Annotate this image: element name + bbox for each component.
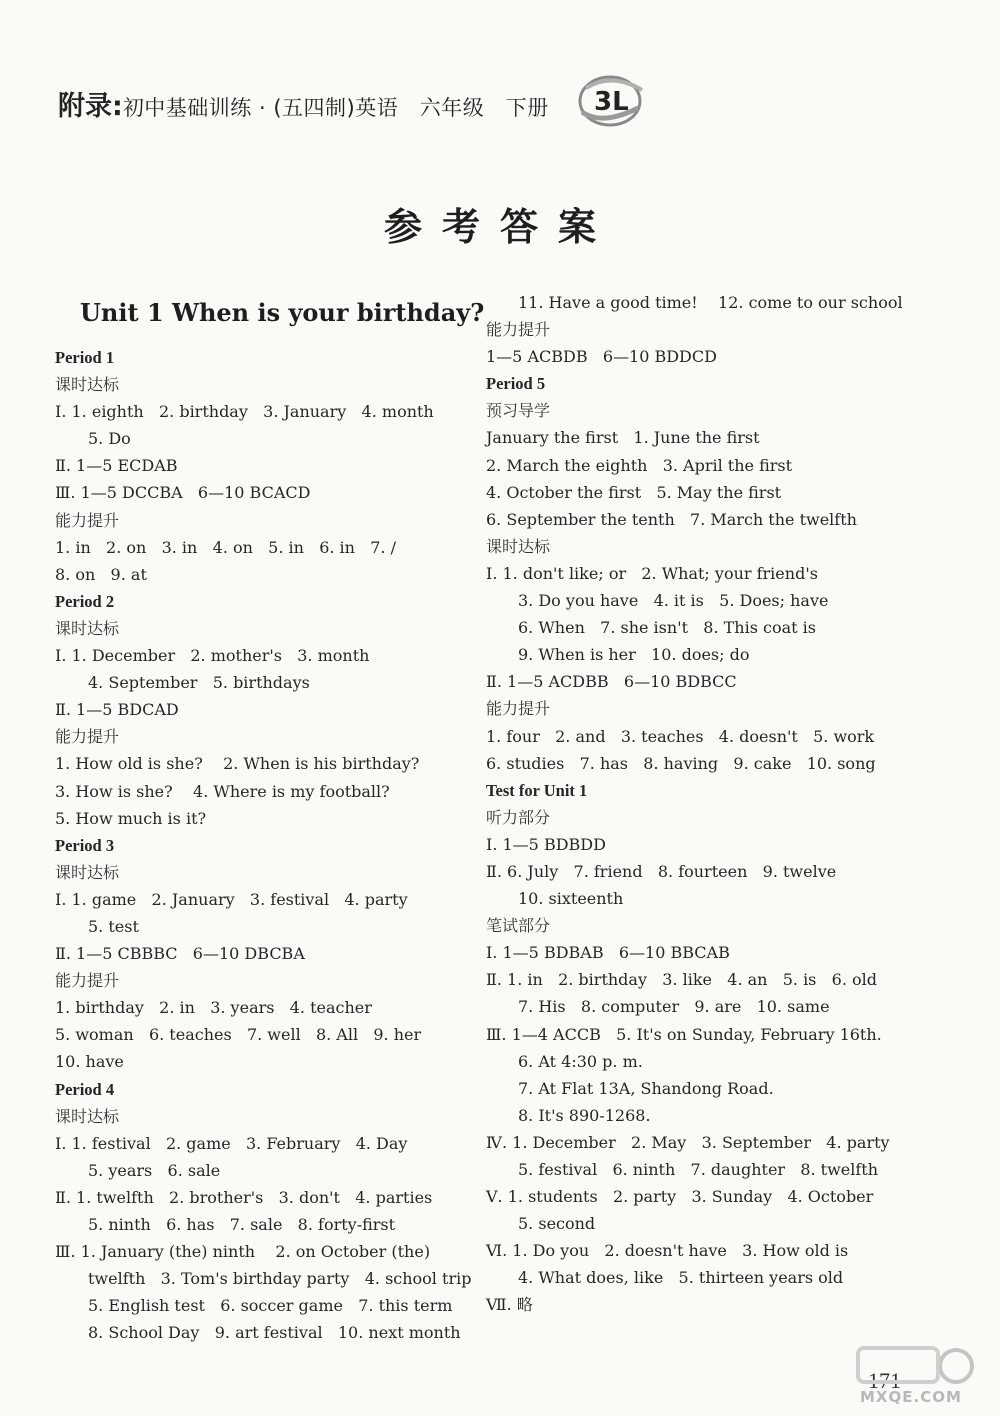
subsection-label: 能力提升: [55, 727, 120, 747]
answer-line: Ⅴ. 1. students 2. party 3. Sunday 4. October: [486, 1187, 874, 1207]
answer-line: Ⅰ. 1. eighth 2. birthday 3. January 4. month: [55, 402, 434, 422]
subsection-label: 课时达标: [55, 618, 120, 638]
answer-line: 5. second: [518, 1214, 596, 1234]
answer-line: Ⅰ. 1. don't like; or 2. What; your friend's: [486, 563, 818, 583]
answer-line: Ⅲ. 1—5 DCCBA 6—10 BCACD: [55, 483, 311, 503]
answer-line: January the first 1. June the first: [486, 428, 760, 448]
answer-line: 5. years 6. sale: [88, 1160, 221, 1180]
answer-line: 4. September 5. birthdays: [88, 673, 310, 693]
answer-line: Ⅲ. 1. January (the) ninth 2. on October (the): [55, 1242, 431, 1262]
answer-line: 6. September the tenth 7. March the twelfth: [486, 509, 857, 529]
answer-line: 5. Do: [88, 429, 131, 449]
subsection-label: 课时达标: [55, 375, 120, 395]
subsection-label: 能力提升: [486, 699, 551, 719]
subsection-label: 听力部分: [486, 807, 551, 827]
page-title: 参考答案: [383, 205, 616, 249]
section-heading: Period 2: [55, 591, 115, 611]
answer-line: Ⅵ. 1. Do you 2. doesn't have 3. How old is: [486, 1241, 849, 1261]
answer-line: Ⅱ. 1. in 2. birthday 3. like 4. an 5. is 6. old: [486, 970, 877, 990]
section-heading: Test for Unit 1: [486, 780, 588, 800]
answer-line: 3. How is she? 4. Where is my football?: [55, 781, 390, 801]
page-header: [58, 84, 549, 123]
svg-text:3L: 3L: [594, 87, 629, 117]
answer-line: 5. festival 6. ninth 7. daughter 8. twelfth: [518, 1160, 879, 1179]
answer-line: 6. When 7. she isn't 8. This coat is: [518, 618, 816, 638]
subsection-label: 课时达标: [55, 862, 120, 882]
answer-line: 4. What does, like 5. thirteen years old: [518, 1268, 844, 1288]
answer-line: 10. sixteenth: [518, 889, 624, 909]
answer-line: 1. in 2. on 3. in 4. on 5. in 6. in 7. /: [55, 537, 396, 557]
answer-line: Ⅱ. 1—5 ECDAB: [55, 456, 178, 476]
watermark-text: MXQE.COM: [860, 1388, 962, 1406]
subsection-label: 预习导学: [486, 401, 551, 421]
answer-line: Ⅱ. 1—5 BDCAD: [55, 700, 179, 720]
subsection-label: 能力提升: [486, 320, 551, 340]
answer-line: 1. How old is she? 2. When is his birthday?: [55, 754, 420, 774]
answer-line: 6. At 4:30 p. m.: [518, 1051, 643, 1071]
right-column: [486, 289, 956, 1319]
watermark: [828, 1338, 978, 1408]
answer-line: Ⅰ. 1. festival 2. game 3. February 4. Day: [55, 1133, 408, 1153]
answer-line: Ⅱ. 1—5 ACDBB 6—10 BDBCC: [486, 672, 737, 692]
subsection-label: 笔试部分: [486, 916, 551, 936]
answer-line: 1. birthday 2. in 3. years 4. teacher: [55, 998, 372, 1018]
answer-line: 1. four 2. and 3. teaches 4. doesn't 5. work: [486, 726, 875, 746]
answer-line: Ⅱ. 1. twelfth 2. brother's 3. don't 4. parties: [55, 1187, 433, 1207]
answer-line: Ⅱ. 1—5 CBBBC 6—10 DBCBA: [55, 944, 305, 964]
answer-line: 5. English test 6. soccer game 7. this term: [88, 1296, 453, 1316]
answer-line: Ⅰ. 1—5 BDBAB 6—10 BBCAB: [486, 943, 730, 963]
subsection-label: 课时达标: [486, 536, 551, 556]
subsection-label: 能力提升: [55, 510, 120, 530]
book-subtitle: 初中基础训练 · (五四制)英语 六年级 下册: [122, 96, 549, 120]
answer-line: 8. School Day 9. art festival 10. next month: [88, 1323, 461, 1343]
answer-line: 5. test: [88, 916, 139, 936]
answer-line: 5. How much is it?: [55, 808, 207, 828]
answer-line: 11. Have a good time! 12. come to our school: [518, 293, 903, 312]
answer-line: Ⅲ. 1—4 ACCB 5. It's on Sunday, February 16th.: [486, 1024, 882, 1044]
subsection-label: 能力提升: [55, 971, 120, 991]
section-heading: Period 1: [55, 348, 115, 367]
answer-line: 7. At Flat 13A, Shandong Road.: [518, 1078, 774, 1098]
section-heading: Period 3: [55, 835, 115, 855]
answer-line: 8. on 9. at: [55, 564, 147, 584]
answer-line: 8. It's 890-1268.: [518, 1105, 651, 1125]
answer-line: Ⅰ. 1. game 2. January 3. festival 4. party: [55, 889, 408, 909]
page-number: 171: [868, 1368, 901, 1393]
unit-title: Unit 1 When is your birthday?: [80, 298, 485, 327]
answer-line: Ⅰ. 1—5 BDBDD: [486, 834, 606, 854]
answer-line: twelfth 3. Tom's birthday party 4. school trip: [88, 1269, 472, 1289]
answer-line: Ⅱ. 6. July 7. friend 8. fourteen 9. twelve: [486, 861, 837, 881]
appendix-label: 附录:: [58, 91, 123, 122]
answer-line: Ⅰ. 1. December 2. mother's 3. month: [55, 646, 370, 666]
publisher-logo-icon: [572, 68, 652, 130]
section-heading: Period 5: [486, 374, 546, 394]
section-heading: Period 4: [55, 1079, 115, 1099]
answer-line: 10. have: [55, 1052, 124, 1072]
answer-line: Ⅶ. 略: [486, 1295, 533, 1315]
answer-line: 2. March the eighth 3. April the first: [486, 455, 793, 475]
subsection-label: 课时达标: [55, 1106, 120, 1126]
answer-line: 5. ninth 6. has 7. sale 8. forty-first: [88, 1215, 396, 1234]
answer-line: 1—5 ACBDB 6—10 BDDCD: [486, 347, 717, 367]
answer-line: Ⅳ. 1. December 2. May 3. September 4. party: [486, 1132, 890, 1152]
answer-line: 9. When is her 10. does; do: [518, 645, 750, 665]
left-column: [55, 344, 475, 1346]
answer-line: 4. October the first 5. May the first: [486, 482, 782, 502]
answer-line: 7. His 8. computer 9. are 10. same: [518, 997, 830, 1017]
answer-line: 6. studies 7. has 8. having 9. cake 10. song: [486, 753, 876, 773]
answer-line: 5. woman 6. teaches 7. well 8. All 9. her: [55, 1025, 422, 1045]
answer-line: 3. Do you have 4. it is 5. Does; have: [518, 591, 829, 611]
